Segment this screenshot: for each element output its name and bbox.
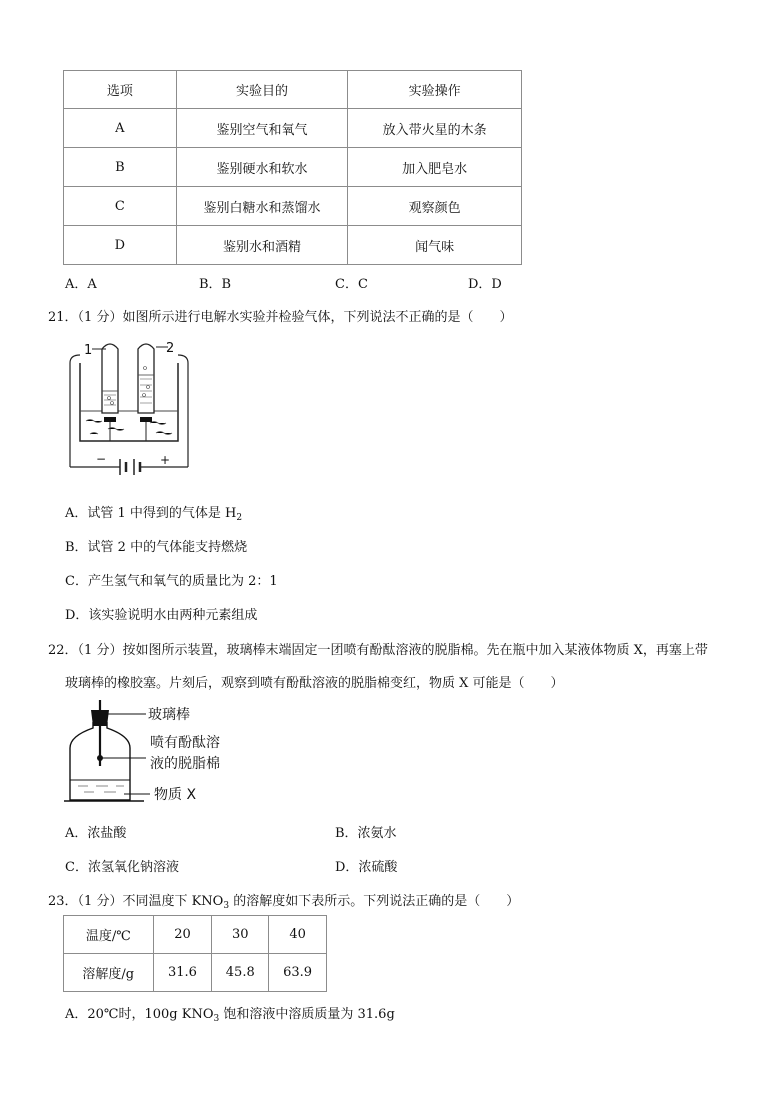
q21-stem: 21．（1 分）如图所示进行电解水实验并检验气体，下列说法不正确的是（ ） bbox=[48, 310, 513, 325]
table-cell: 加入肥皂水 bbox=[348, 148, 522, 187]
table-cell: 鉴别水和酒精 bbox=[176, 226, 348, 265]
stem-text: 的溶解度如下表所示。下列说法正确的是（ ） bbox=[229, 894, 520, 909]
q21-option-a[interactable] bbox=[65, 502, 242, 523]
table-cell: 鉴别白糖水和蒸馏水 bbox=[176, 187, 348, 226]
tube-1-label: 1 bbox=[84, 343, 93, 358]
cotton-label-line-1: 喷有酚酞溶 bbox=[150, 735, 220, 751]
table-cell: 40 bbox=[269, 916, 327, 954]
trough-outline bbox=[80, 363, 178, 441]
table-cell: 20 bbox=[153, 916, 212, 954]
q22-stem-line-2: 玻璃棒的橡胶塞。片刻后，观察到喷有酚酞溶液的脱脂棉变红，物质 X 可能是（ ） bbox=[65, 676, 564, 691]
electrode-left bbox=[104, 417, 116, 422]
positive-terminal-label: + bbox=[160, 453, 171, 467]
table-header-cell: 实验目的 bbox=[176, 71, 348, 109]
table-cell: D bbox=[64, 226, 177, 265]
table-cell: 30 bbox=[212, 916, 269, 954]
table-cell: 闻气味 bbox=[348, 226, 522, 265]
q20-option-c[interactable]: C．C bbox=[335, 277, 368, 292]
q21-option-c[interactable]: C．产生氢气和氧气的质量比为 2：1 bbox=[65, 574, 278, 589]
subscript: 3 bbox=[223, 901, 230, 911]
test-tube-2 bbox=[138, 344, 154, 413]
stem-text: 23．（1 分）不同温度下 KNO bbox=[48, 894, 224, 909]
table-header-cell: 实验操作 bbox=[348, 71, 522, 109]
option-a-text: A．20℃时，100g KNO bbox=[65, 1007, 214, 1022]
table-row-label: 溶解度/g bbox=[64, 954, 154, 992]
table-cell: 鉴别空气和氧气 bbox=[176, 109, 348, 148]
substance-x-label: 物质 X bbox=[154, 787, 197, 803]
table-cell: 放入带火星的木条 bbox=[348, 109, 522, 148]
table-header-row bbox=[64, 71, 522, 109]
liquid-texture bbox=[78, 786, 124, 792]
table-cell: 31.6 bbox=[153, 954, 212, 992]
table-row bbox=[64, 226, 522, 265]
table-cell: A bbox=[64, 109, 177, 148]
electrode-right bbox=[140, 417, 152, 422]
q23-option-a[interactable] bbox=[65, 1003, 395, 1024]
option-a-text: A．试管 1 中得到的气体是 H bbox=[65, 506, 237, 521]
q20-option-d[interactable]: D．D bbox=[468, 277, 502, 292]
table-cell: C bbox=[64, 187, 177, 226]
table-cell: 观察颜色 bbox=[348, 187, 522, 226]
electrolysis-figure bbox=[60, 335, 200, 485]
subscript: 3 bbox=[213, 1014, 220, 1024]
option-a-text: 饱和溶液中溶质质量为 31.6g bbox=[219, 1007, 395, 1022]
table-row bbox=[64, 187, 522, 226]
table-row bbox=[64, 916, 327, 954]
q22-option-c[interactable]: C．浓氢氧化钠溶液 bbox=[65, 860, 179, 875]
negative-terminal-label: − bbox=[96, 452, 107, 466]
subscript: 2 bbox=[236, 513, 243, 523]
q21-option-d[interactable]: D．该实验说明水由两种元素组成 bbox=[65, 608, 258, 623]
q22-option-d[interactable]: D．浓硫酸 bbox=[335, 860, 398, 875]
q22-option-a[interactable]: A．浓盐酸 bbox=[65, 826, 127, 841]
q23-stem bbox=[48, 890, 519, 911]
q20-table bbox=[63, 70, 522, 265]
table-row bbox=[64, 954, 327, 992]
table-row bbox=[64, 148, 522, 187]
water-texture bbox=[86, 420, 172, 435]
table-row bbox=[64, 109, 522, 148]
solubility-table bbox=[63, 915, 327, 992]
q20-option-b[interactable]: B．B bbox=[199, 277, 232, 292]
q22-stem-line-1: 22．（1 分）按如图所示装置，玻璃棒末端固定一团喷有酚酞溶液的脱脂棉。先在瓶中加入某液体物质 X，再塞上带 bbox=[48, 643, 708, 658]
test-tube-1 bbox=[102, 344, 118, 413]
table-cell: 鉴别硬水和软水 bbox=[176, 148, 348, 187]
table-row-label: 温度/℃ bbox=[64, 916, 154, 954]
cotton-label-line-2: 液的脱脂棉 bbox=[150, 756, 220, 772]
glass-rod-label: 玻璃棒 bbox=[148, 707, 190, 723]
table-header-cell: 选项 bbox=[64, 71, 177, 109]
table-cell: B bbox=[64, 148, 177, 187]
q20-option-a[interactable]: A．A bbox=[65, 277, 97, 292]
q22-option-b[interactable]: B．浓氨水 bbox=[335, 826, 397, 841]
table-cell: 45.8 bbox=[212, 954, 269, 992]
table-cell: 63.9 bbox=[269, 954, 327, 992]
q21-option-b[interactable]: B．试管 2 中的气体能支持燃烧 bbox=[65, 540, 248, 555]
bottle-figure bbox=[64, 700, 274, 808]
tube-2-label: 2 bbox=[166, 341, 175, 356]
